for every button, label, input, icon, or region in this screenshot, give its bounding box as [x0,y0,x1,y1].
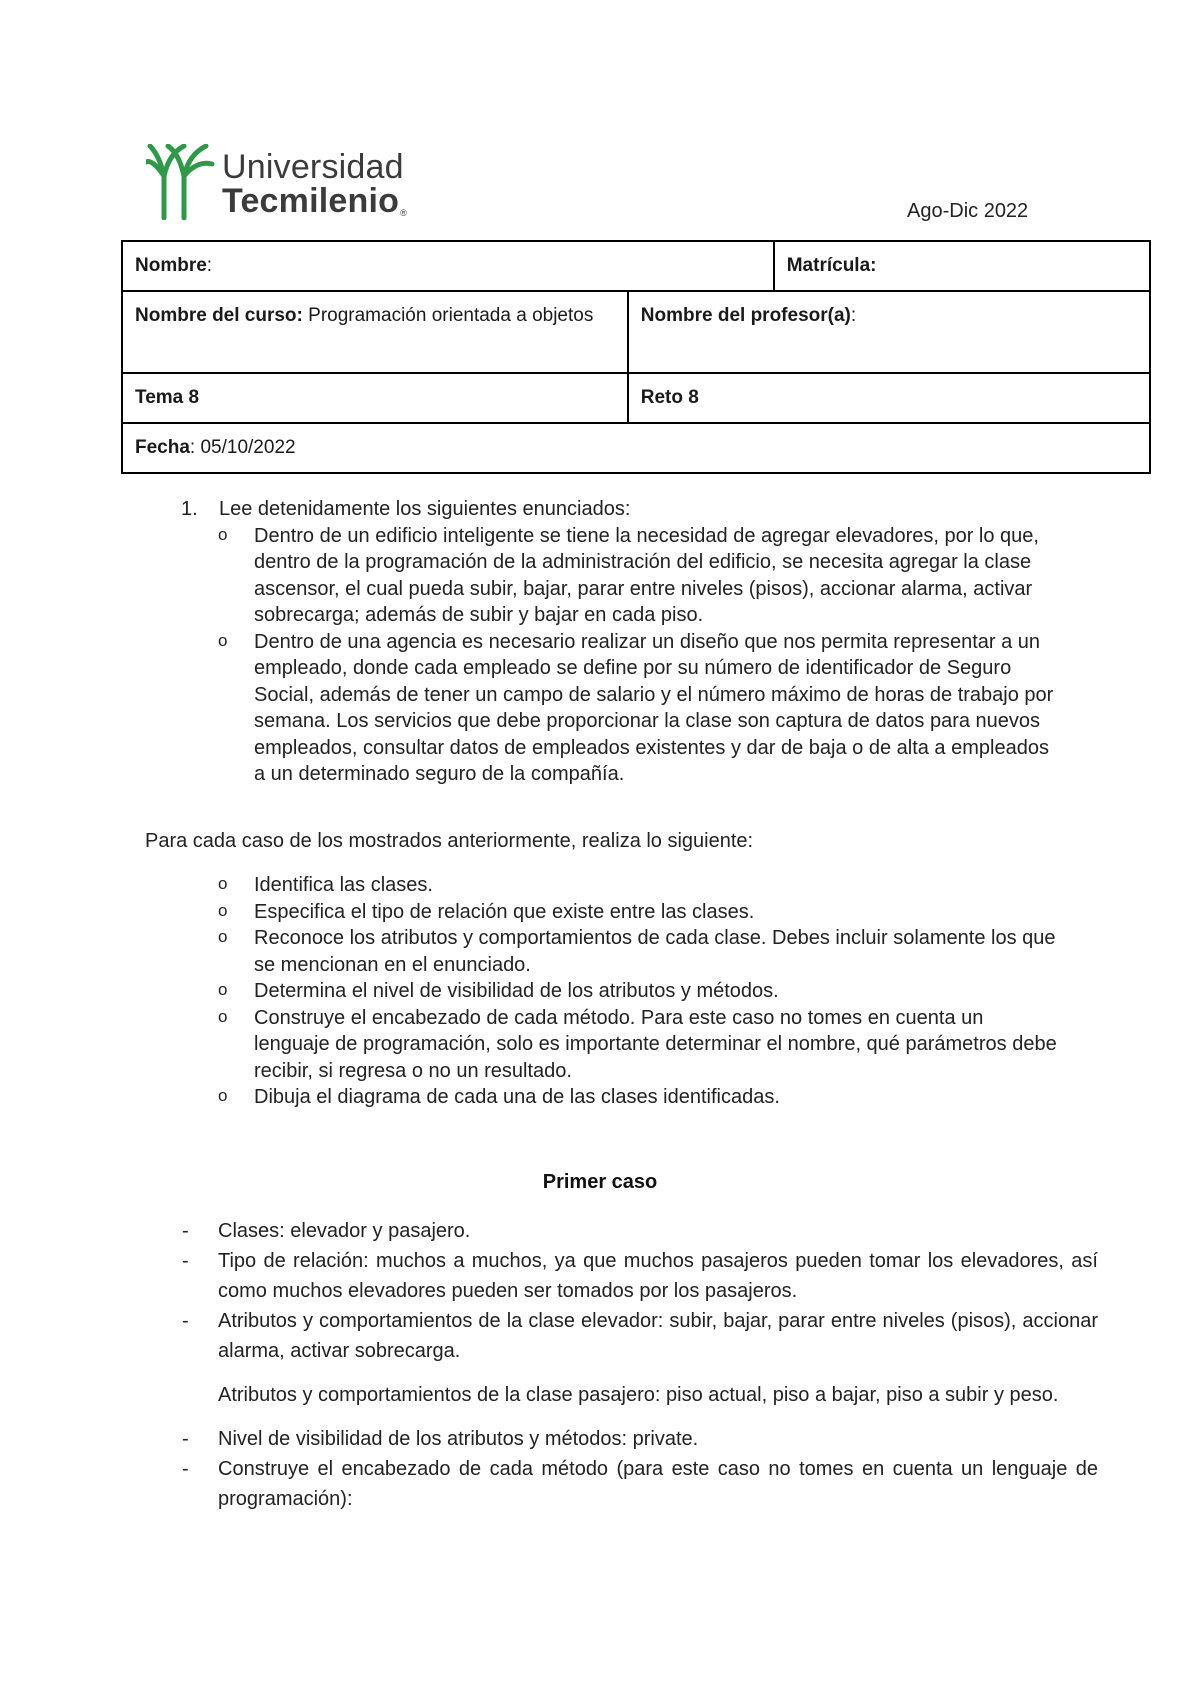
matricula-label: Matrícula: [786,255,877,276]
section-heading: Primer caso [542,1171,658,1193]
list-item: o Reconoce los atributos y comportamientos de cada clase. Debes incluir solamente los que se mencionan en el enunciado. [254,925,1061,978]
student-info-table [121,240,1151,474]
list-item: o Dentro de una agencia es necesario realizar un diseño que nos permita representar a un empleado, donde cada empleado se define por su número de identificador de Seguro Social, además de tener un campo de salario y el número máximo de horas de trabajo por semana. Los servicios que debe proporcionar la clase son captura de datos para nuevos empleados, consultar datos de empleados existentes y dar de baja o de alta a empleados a un determinado seguro de la compañía. [254,629,1061,788]
logo-line-tecmilenio [222,182,406,221]
tema-cell [122,373,628,423]
profesor-cell [628,291,1150,373]
list-item: o Determina el nivel de visibilidad de los atributos y métodos. [254,978,1061,1005]
list-item: - Tipo de relación: muchos a muchos, ya que muchos pasajeros pueden tomar los elevadores, así como muchos elevadores pueden ser tomados por los pasajeros. [218,1246,1098,1306]
fecha-cell [122,423,1150,473]
question-lead: Lee detenidamente los siguientes enunciados: [219,498,631,520]
curso-value: Programación orientada a objetos [302,305,594,326]
reto-label: Reto 8 [640,387,699,408]
nombre-label: Nombre [135,255,207,276]
list-item: o Dibuja el diagrama de cada una de las clases identificadas. [254,1084,1061,1111]
academic-period: Ago-Dic 2022 [907,200,1029,222]
registered-mark: ® [400,208,407,218]
table-row [122,241,1150,291]
list-item: o Identifica las clases. [254,872,1061,899]
list-item: o Especifica el tipo de relación que existe entre las clases. [254,899,1061,926]
statement-list [143,523,1061,788]
profesor-label: Nombre del profesor(a) [640,305,851,326]
fecha-value: : 05/10/2022 [189,437,296,458]
nombre-separator: : [206,255,213,276]
logo-line-universidad: Universidad [222,148,404,186]
answer-list [180,1216,1098,1514]
task-list [143,872,1061,1111]
list-item: - Construye el encabezado de cada método (para este caso no tomes en cuenta un lenguaje de programación): [218,1454,1098,1514]
question-1 [181,496,1061,788]
instructions-intro: Para cada caso de los mostrados anteriormente, realiza lo siguiente: [145,830,754,852]
list-item: - Nivel de visibilidad de los atributos y métodos: private. [218,1424,1098,1454]
list-item: o Construye el encabezado de cada método. Para este caso no tomes en cuenta un lenguaje de programación, solo es importante determinar el nombre, qué parámetros debe recibir, si regresa o no un resultado. [254,1005,1061,1085]
logo-word: Tecmilenio [222,182,400,220]
list-item: o Dentro de un edificio inteligente se tiene la necesidad de agregar elevadores, por lo que, dentro de la programación de la administración del edificio, se necesita agregar la clase ascensor, el cual pueda subir, bajar, parar entre niveles (pisos), accionar alarma, activar sobrecarga; además de subir y bajar en cada piso. [254,523,1061,629]
table-row [122,423,1150,473]
reto-cell [628,373,1150,423]
nombre-cell [122,241,774,291]
tema-label: Tema 8 [135,387,200,408]
table-row [122,373,1150,423]
atributos-pasajero: Atributos y comportamientos de la clase pasajero: piso actual, piso a bajar, piso a subir y peso. [218,1384,1059,1406]
question-number: 1. [181,498,198,520]
curso-label: Nombre del curso: [135,305,303,326]
list-item: - Clases: elevador y pasajero. [218,1216,1098,1246]
curso-cell [122,291,628,373]
list-item [218,1306,1098,1410]
tecmilenio-leaf-icon [146,144,222,220]
university-logo [146,144,416,220]
atributos-elevador: Atributos y comportamientos de la clase elevador: subir, bajar, parar entre niveles (pisos), accionar alarma, activar sobrecarga. [218,1310,1098,1362]
task-list-container [181,872,1061,1111]
table-row [122,291,1150,373]
fecha-label: Fecha [135,437,190,458]
profesor-separator: : [850,305,857,326]
matricula-cell [774,241,1150,291]
